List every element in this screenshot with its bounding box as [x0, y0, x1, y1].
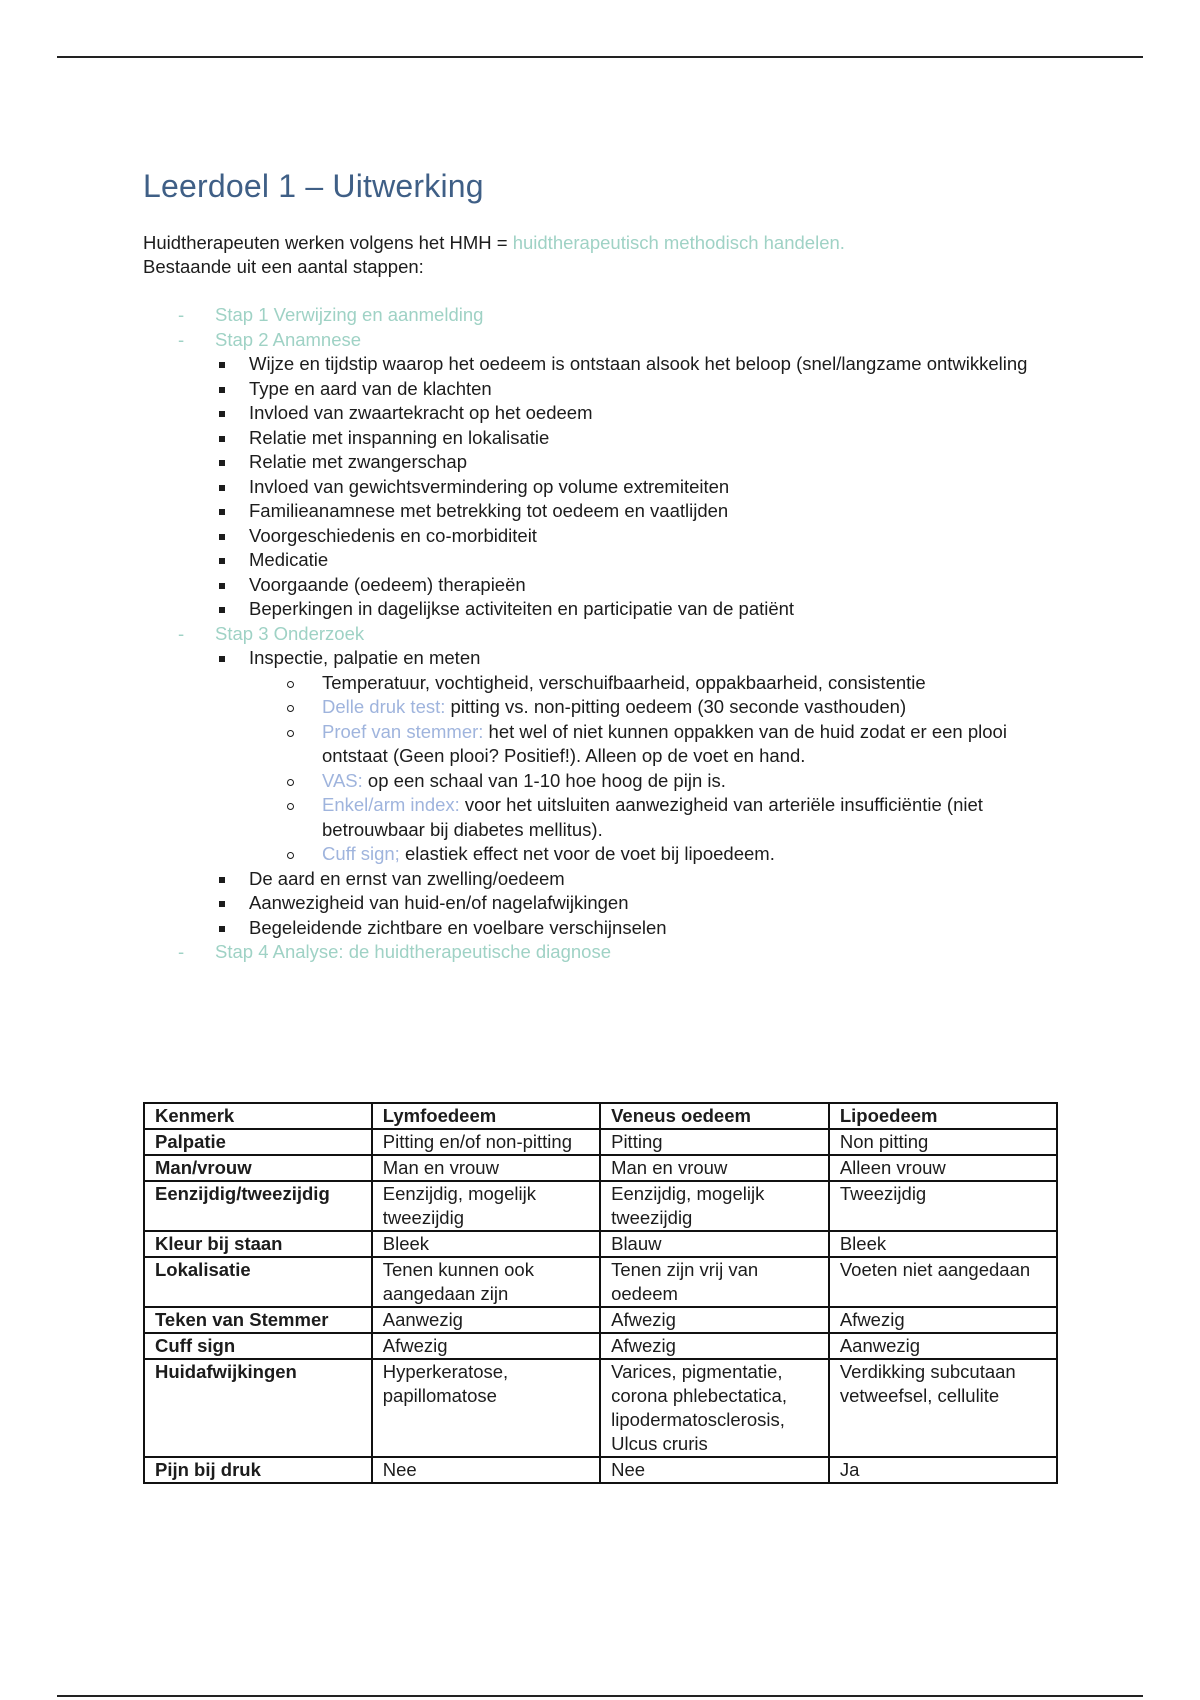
list-item: Voorgeschiedenis en co-morbiditeit	[215, 524, 1063, 549]
row-label: Man/vrouw	[144, 1155, 372, 1181]
square-bullet-icon	[219, 411, 225, 417]
step-1	[143, 303, 1063, 328]
square-bullet-icon	[219, 436, 225, 442]
square-bullet-icon	[219, 877, 225, 883]
sub-item: Cuff sign; elastiek effect net voor de voet bij lipoedeem.	[249, 842, 1063, 867]
step-4-label: Stap 4 Analyse: de huidtherapeutische diagnose	[215, 941, 611, 962]
table-cell: Hyperkeratose, papillomatose	[372, 1359, 600, 1457]
table-row	[144, 1257, 1057, 1307]
table-row	[144, 1231, 1057, 1257]
row-label: Kleur bij staan	[144, 1231, 372, 1257]
sub-item: Proef van stemmer: het wel of niet kunnen oppakken van de huid zodat er een plooi ontstaat (Geen plooi? Positief!). Alleen op de voet en hand.	[249, 720, 1063, 769]
term-proef-van-stemmer: Proef van stemmer:	[322, 720, 484, 742]
anamnese-list	[215, 352, 1063, 622]
table-cell: Tenen zijn vrij van oedeem	[600, 1257, 829, 1307]
list-item: Relatie met zwangerschap	[215, 450, 1063, 475]
row-label: Palpatie	[144, 1129, 372, 1155]
row-label: Pijn bij druk	[144, 1457, 372, 1483]
table-cell: Ja	[829, 1457, 1057, 1483]
list-item: Begeleidende zichtbare en voelbare verschijnselen	[215, 916, 1063, 941]
circle-bullet-icon	[287, 779, 294, 786]
list-item	[215, 646, 1063, 867]
table-cell: Afwezig	[600, 1307, 829, 1333]
onderzoek-sublist	[249, 671, 1063, 867]
term-vas: VAS:	[322, 769, 363, 791]
table-cell: Eenzijdig, mogelijk tweezijdig	[372, 1181, 600, 1231]
table-cell: Nee	[600, 1457, 829, 1483]
table-cell: Tenen kunnen ook aangedaan zijn	[372, 1257, 600, 1307]
step-2-label: Stap 2 Anamnese	[215, 328, 362, 350]
step-4	[143, 940, 1063, 965]
sub-item: Temperatuur, vochtigheid, verschuifbaarheid, oppakbaarheid, consistentie	[249, 671, 1063, 696]
table-cell: Voeten niet aangedaan	[829, 1257, 1057, 1307]
table-cell: Pitting en/of non-pitting	[372, 1129, 600, 1155]
table-header-row	[144, 1103, 1057, 1129]
step-2	[143, 328, 1063, 622]
sub-item: VAS: op een schaal van 1-10 hoe hoog de pijn is.	[249, 769, 1063, 794]
intro-highlight: huidtherapeutisch methodisch handelen.	[512, 232, 845, 253]
column-header: Lipoedeem	[829, 1103, 1057, 1129]
table-row	[144, 1457, 1057, 1483]
square-bullet-icon	[219, 583, 225, 589]
list-item: Invloed van zwaartekracht op het oedeem	[215, 401, 1063, 426]
table-cell: Pitting	[600, 1129, 829, 1155]
table-cell: Afwezig	[372, 1333, 600, 1359]
step-3-label: Stap 3 Onderzoek	[215, 622, 365, 644]
intro-line1-prefix: Huidtherapeuten werken volgens het HMH =	[143, 232, 513, 253]
term-delle-druk-test: Delle druk test:	[322, 696, 446, 717]
square-bullet-icon	[219, 926, 225, 932]
step-dash: -	[178, 328, 185, 350]
circle-bullet-icon	[287, 705, 294, 712]
table-cell: Blauw	[600, 1231, 829, 1257]
table-row	[144, 1359, 1057, 1457]
term-enkel-arm-index: Enkel/arm index:	[322, 794, 460, 815]
list-item: Aanwezigheid van huid-en/of nagelafwijkingen	[215, 891, 1063, 916]
intro-line2: Bestaande uit een aantal stappen:	[143, 256, 424, 277]
list-item: Voorgaande (oedeem) therapieën	[215, 573, 1063, 598]
step-dash: -	[178, 622, 185, 644]
row-label: Lokalisatie	[144, 1257, 372, 1307]
document-body	[143, 168, 1063, 965]
list-item: Relatie met inspanning en lokalisatie	[215, 426, 1063, 451]
list-item: Type en aard van de klachten	[215, 377, 1063, 402]
table-cell: Aanwezig	[372, 1307, 600, 1333]
list-item: Wijze en tijdstip waarop het oedeem is ontstaan alsook het beloop (snel/langzame ontwikkeling	[215, 352, 1063, 377]
square-bullet-icon	[219, 558, 225, 564]
table-cell: Aanwezig	[829, 1333, 1057, 1359]
onderzoek-list	[215, 646, 1063, 940]
intro-paragraph	[143, 231, 1063, 279]
list-item: Beperkingen in dagelijkse activiteiten en participatie van de patiënt	[215, 597, 1063, 622]
column-header: Kenmerk	[144, 1103, 372, 1129]
circle-bullet-icon	[287, 730, 294, 737]
table-cell: Afwezig	[829, 1307, 1057, 1333]
table-cell: Afwezig	[600, 1333, 829, 1359]
step-3	[143, 622, 1063, 941]
list-item: De aard en ernst van zwelling/oedeem	[215, 867, 1063, 892]
square-bullet-icon	[219, 607, 225, 613]
circle-bullet-icon	[287, 681, 294, 688]
table-row	[144, 1307, 1057, 1333]
square-bullet-icon	[219, 485, 225, 491]
steps-list	[143, 303, 1063, 965]
list-item: Familieanamnese met betrekking tot oedeem en vaatlijden	[215, 499, 1063, 524]
inspectie-label: Inspectie, palpatie en meten	[249, 647, 481, 668]
row-label: Teken van Stemmer	[144, 1307, 372, 1333]
table-cell: Verdikking subcutaan vetweefsel, cellulite	[829, 1359, 1057, 1457]
table-cell: Bleek	[829, 1231, 1057, 1257]
sub-item: Enkel/arm index: voor het uitsluiten aanwezigheid van arteriële insufficiëntie (niet betrouwbaar bij diabetes mellitus).	[249, 793, 1063, 842]
sub-item: Delle druk test: pitting vs. non-pitting oedeem (30 seconde vasthouden)	[249, 695, 1063, 720]
footer-rule	[57, 1695, 1143, 1697]
square-bullet-icon	[219, 387, 225, 393]
list-item: Invloed van gewichtsvermindering op volume extremiteiten	[215, 475, 1063, 500]
table-cell: Varices, pigmentatie, corona phlebectatica, lipodermatosclerosis, Ulcus cruris	[600, 1359, 829, 1457]
square-bullet-icon	[219, 901, 225, 907]
square-bullet-icon	[219, 656, 225, 662]
table-cell: Man en vrouw	[372, 1155, 600, 1181]
table-cell: Eenzijdig, mogelijk tweezijdig	[600, 1181, 829, 1231]
term-cuff-sign: Cuff sign;	[322, 843, 400, 864]
table-row	[144, 1155, 1057, 1181]
circle-bullet-icon	[287, 803, 294, 810]
page-title: Leerdoel 1 – Uitwerking	[143, 168, 484, 204]
circle-bullet-icon	[287, 852, 294, 859]
row-label: Eenzijdig/tweezijdig	[144, 1181, 372, 1231]
step-1-label: Stap 1 Verwijzing en aanmelding	[215, 304, 484, 325]
header-rule	[57, 56, 1143, 58]
comparison-table	[143, 1102, 1058, 1484]
table-cell: Nee	[372, 1457, 600, 1483]
row-label: Cuff sign	[144, 1333, 372, 1359]
table-cell: Man en vrouw	[600, 1155, 829, 1181]
square-bullet-icon	[219, 509, 225, 515]
table-cell: Alleen vrouw	[829, 1155, 1057, 1181]
table-row	[144, 1129, 1057, 1155]
column-header: Veneus oedeem	[600, 1103, 829, 1129]
list-item: Medicatie	[215, 548, 1063, 573]
square-bullet-icon	[219, 362, 225, 368]
table-cell: Non pitting	[829, 1129, 1057, 1155]
step-dash: -	[178, 941, 185, 962]
table-row	[144, 1333, 1057, 1359]
step-dash: -	[178, 304, 185, 325]
table-row	[144, 1181, 1057, 1231]
square-bullet-icon	[219, 534, 225, 540]
column-header: Lymfoedeem	[372, 1103, 600, 1129]
square-bullet-icon	[219, 460, 225, 466]
table-cell: Bleek	[372, 1231, 600, 1257]
table-cell: Tweezijdig	[829, 1181, 1057, 1231]
row-label: Huidafwijkingen	[144, 1359, 372, 1457]
